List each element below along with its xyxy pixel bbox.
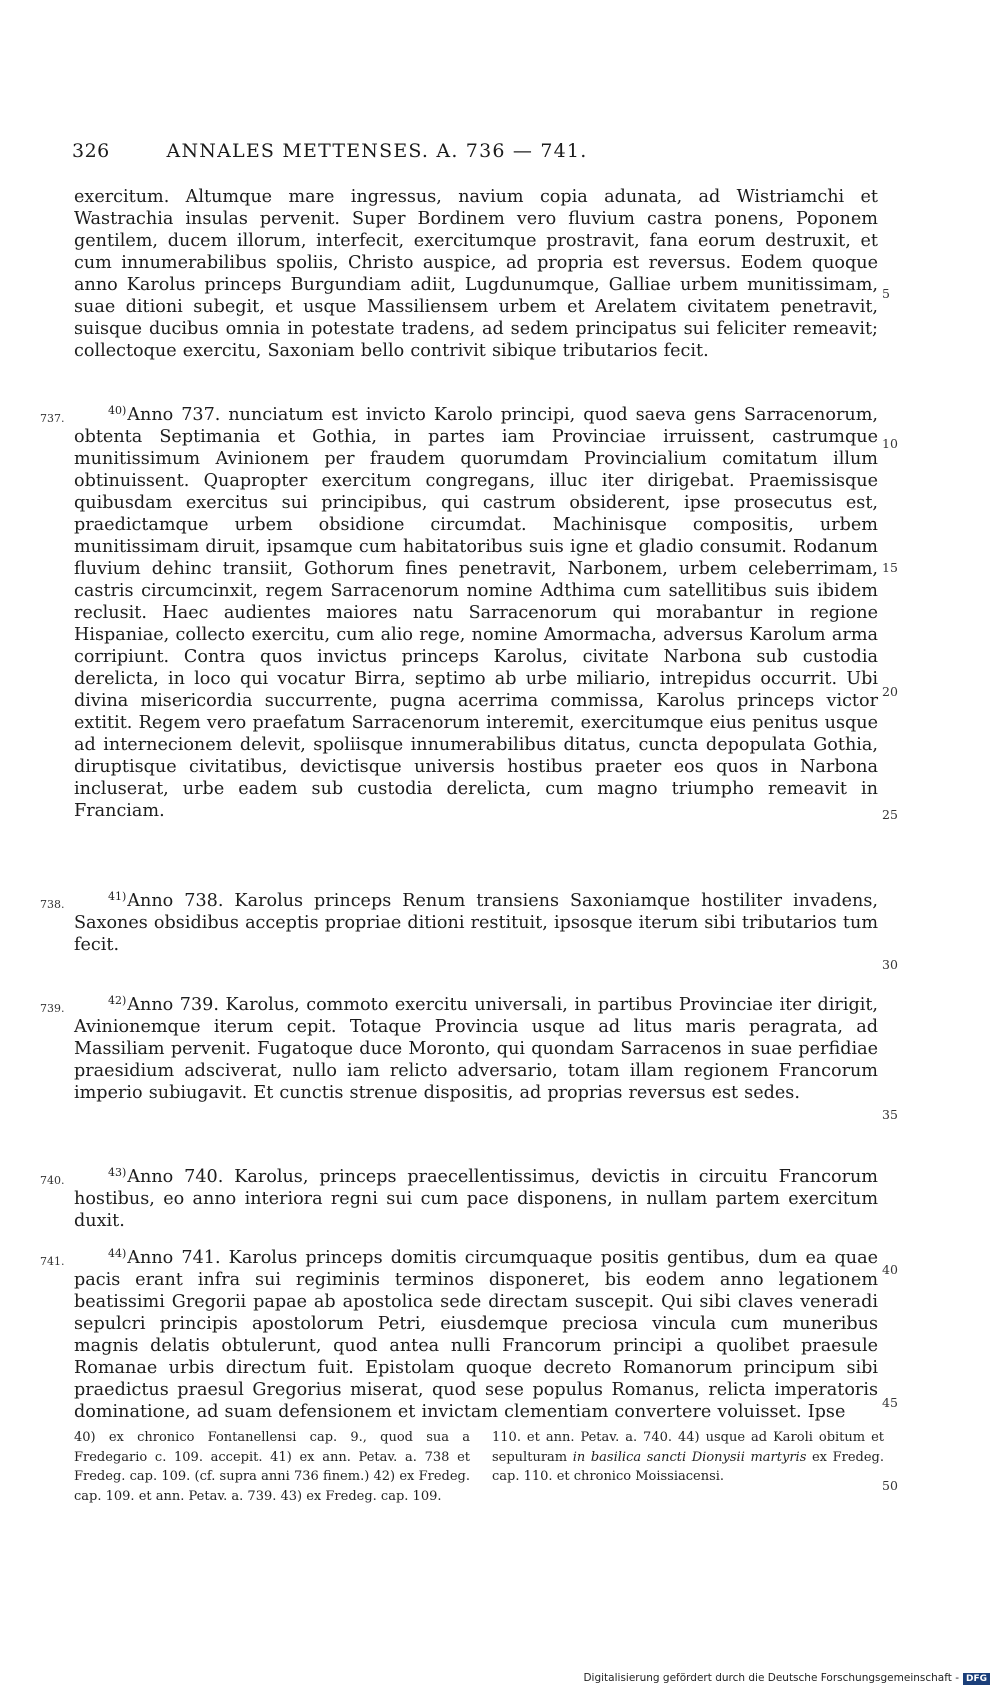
page-header	[72, 140, 682, 170]
line-number-5: 5	[882, 286, 890, 301]
footnote-column-right	[492, 1428, 884, 1487]
paragraph-continuation	[74, 186, 878, 362]
footnotes	[74, 1428, 898, 1532]
line-number-25: 25	[882, 807, 898, 822]
page-number: 326	[72, 140, 110, 162]
line-number-30: 30	[882, 957, 898, 972]
footnote-ref-42: 42)	[108, 994, 127, 1007]
line-number-45: 45	[882, 1395, 898, 1410]
margin-year-738: 738.	[40, 898, 65, 911]
margin-year-737: 737.	[40, 412, 65, 425]
paragraph-text: Anno 737. nunciatum est invicto Karolo principi, quod saeva gens Sarracenorum, obtenta Septimania et Gothia, in partes iam Provinciae irruissent, castrumque munitissimum Avinionem per fraudem quorumdam Provincialium comitatum illum obtinuissent. Quapropter exercitum congregans, illuc iter dirigebat. Praemissisque quibusdam exercitus sui principibus, qui castrum obsiderent, ipse prosecutus est, praedictamque urbem obsidione circumdat. Machinisque compositis, urbem munitissimam diruit, ipsamque cum habitatoribus suis igne et gladio consumit. Rodanum fluvium dehinc transiit, Gothorum fines penetravit, Narbonem, urbem celeberrimam, castris circumcinxit, regem Sarracenorum nomine Adthima cum satellitibus suis ibidem reclusit. Haec audientes maiores natu Sarracenorum qui morabantur in regione Hispaniae, collecto exercitu, cum alio rege, nomine Amormacha, adversus Karolum arma corripiunt. Contra quos invictus princeps Karolus, civitate Narbona sub custodia derelicta, in loco qui vocatur Birra, septimo ab urbe miliario, intrepidus occurrit. Ubi divina misericordia succurrente, pugna acerrima commissa, Karolus princeps victor extitit. Regem vero praefatum Sarracenorum interemit, exercitumque eius penitus usque ad internecionem delevit, spoliisque innumerabilibus ditatus, cuncta depopulata Gothia, diruptisque civitatibus, devictisque universis hostibus praeter eos quos in Narbona incluserat, urbe eadem sub custodia derelicta, cum magno triumpho remeavit in Franciam.	[74, 405, 878, 821]
footnote-text: ex Fredeg. cap. 110. et chronico Moissiacensi.	[492, 1449, 885, 1484]
paragraph-740	[74, 1166, 878, 1232]
line-number-35: 35	[882, 1107, 898, 1122]
footnote-italic-text: in basilica sancti Dionysii martyris	[572, 1449, 807, 1465]
line-number-10: 10	[882, 436, 898, 451]
line-number-20: 20	[882, 684, 898, 699]
running-title: ANNALES METTENSES. A. 736 — 741.	[166, 140, 588, 162]
footnote-text: 110. et ann. Petav. a. 740. 44) usque ad Karoli obitum et sepulturam	[492, 1430, 884, 1465]
paragraph-737	[74, 404, 878, 822]
footnote-ref-43: 43)	[108, 1166, 127, 1179]
footnote-ref-40: 40)	[108, 404, 127, 417]
footnote-column-left: 40) ex chronico Fontanellensi cap. 9., quod sua a Fredegario c. 109. accepit. 41) ex ann. Petav. a. 738 et Fredeg. cap. 109. (cf. supra anni 736 finem.) 42) ex Fredeg. cap. 109. et ann. Petav. a. 739. 43) ex Fredeg. cap. 109.	[74, 1430, 470, 1504]
line-number-40: 40	[882, 1262, 898, 1277]
paragraph-738	[74, 890, 878, 956]
paragraph-text: exercitum. Altumque mare ingressus, navium copia adunata, ad Wistriamchi et Wastrachia insulas pervenit. Super Bordinem vero fluvium castra ponens, Poponem gentilem, ducem illorum, interfecit, exercitumque prostravit, fana eorum destruxit, et cum innumerabilibus spoliis, Christo auspice, ad propria est reversus. Eodem quoque anno Karolus princeps Burgundiam adiit, Lugdunumque, Galliae urbem munitissimam, suae ditioni subegit, et usque Massiliensem urbem et Arelatem civitatem penetravit, suisque ducibus omnia in potestate tradens, ad sedem principatus sui feliciter remeavit; collectoque exercitu, Saxoniam bello contrivit sibique tributarios fecit.	[74, 187, 878, 361]
digitization-credit	[583, 1672, 990, 1688]
paragraph-741	[74, 1247, 878, 1423]
line-number-15: 15	[882, 560, 898, 575]
dfg-logo: DFG	[963, 1673, 990, 1685]
margin-year-740: 740.	[40, 1174, 65, 1187]
paragraph-text: Anno 740. Karolus, princeps praecellentissimus, devictis in circuitu Francorum hostibus, eo anno interiora regni sui cum pace disponens, in nullam partem exercitum duxit.	[74, 1167, 878, 1231]
footnote-ref-41: 41)	[108, 890, 127, 903]
footnote-ref-44: 44)	[108, 1247, 127, 1260]
paragraph-text: Anno 739. Karolus, commoto exercitu universali, in partibus Provinciae iter dirigit, Avinionemque iterum cepit. Totaque Provincia usque ad litus maris peragrata, ad Massiliam pervenit. Fugatoque duce Moronto, qui quondam Sarracenos in suae perfidiae praesidium adsciverat, nullo iam relicto adversario, totam illam regionem Francorum imperio subiugavit. Et cunctis strenue dispositis, ad proprias reversus est sedes.	[74, 995, 878, 1103]
credit-text: Digitalisierung gefördert durch die Deutsche Forschungsgemeinschaft -	[583, 1672, 959, 1684]
paragraph-text: Anno 738. Karolus princeps Renum transiens Saxoniamque hostiliter invadens, Saxones obsidibus acceptis propriae ditioni restituit, ipsosque iterum sibi tributarios tum fecit.	[74, 891, 878, 955]
paragraph-739	[74, 994, 878, 1104]
paragraph-text: Anno 741. Karolus princeps domitis circumquaque positis gentibus, dum ea quae pacis erant infra sui regiminis terminos disponeret, bis eodem anno legationem beatissimi Gregorii papae ab apostolica sede directam suscepit. Qui sibi claves veneradi sepulcri principis apostolorum Petri, eiusdemque preciosa vincula cum muneribus magnis delatis obtulerunt, quod antea nulli Francorum principi a quolibet praesule Romanae urbis directum fuit. Epistolam quoque decreto Romanorum principum sibi praedictus praesul Gregorius miserat, quod sese populus Romanus, relicta imperatoris dominatione, ad suam defensionem et invictam clementiam convertere voluisset. Ipse	[74, 1248, 878, 1422]
margin-year-739: 739.	[40, 1002, 65, 1015]
margin-year-741: 741.	[40, 1255, 65, 1268]
line-number-50: 50	[882, 1478, 898, 1493]
